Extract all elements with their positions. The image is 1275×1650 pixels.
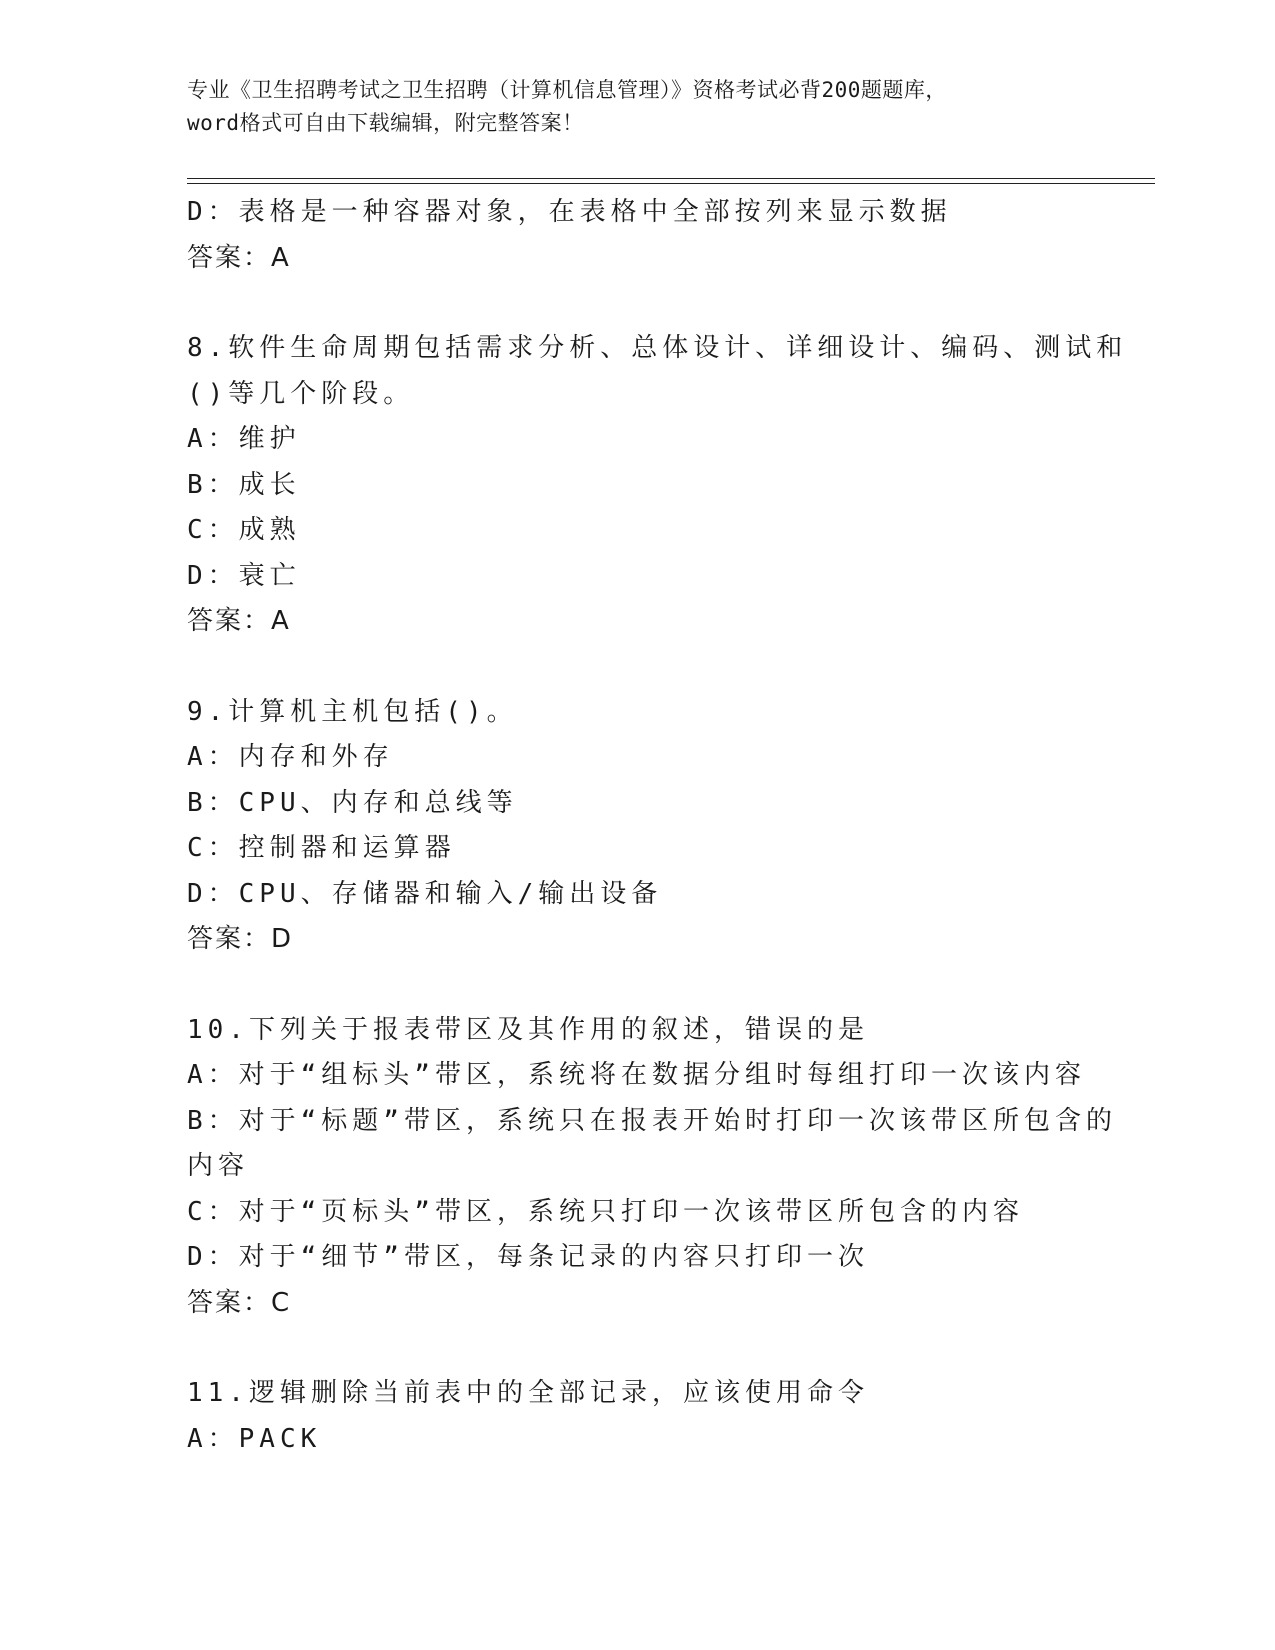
header-title-line-1: 专业《卫生招聘考试之卫生招聘（计算机信息管理）》资格考试必背200题题库， xyxy=(187,78,947,102)
question-10-stem: 10.下列关于报表带区及其作用的叙述，错误的是 xyxy=(187,1014,869,1045)
question-11 xyxy=(187,1371,1087,1462)
question-7-answer: 答案：A xyxy=(187,242,291,273)
question-8-option-b: B：成长 xyxy=(187,469,301,500)
question-10-option-d: D：对于“细节”带区，每条记录的内容只打印一次 xyxy=(187,1242,869,1272)
spacer xyxy=(187,963,1087,1008)
header-title-line-2: word格式可自由下载编辑，附完整答案！ xyxy=(187,111,584,135)
question-8-option-d: D：衰亡 xyxy=(187,560,301,591)
spacer xyxy=(187,1326,1087,1371)
question-10 xyxy=(187,1008,1117,1327)
header-divider-top xyxy=(187,178,1155,179)
question-10-option-b-line-1: B：对于“标题”带区，系统只在报表开始时打印一次该带区所包含的 xyxy=(187,1105,1117,1136)
question-9-option-b: B：CPU、内存和总线等 xyxy=(187,787,518,818)
question-7-option-d: D：表格是一种容器对象，在表格中全部按列来显示数据 xyxy=(187,197,952,227)
spacer xyxy=(187,645,1087,690)
question-8-stem-line-2: ()等几个阶段。 xyxy=(187,378,415,409)
question-9 xyxy=(187,690,1087,963)
question-10-option-b-line-2: 内容 xyxy=(187,1151,250,1181)
question-8-stem-line-1: 8.软件生命周期包括需求分析、总体设计、详细设计、编码、测试和 xyxy=(187,333,1128,363)
question-9-answer: 答案：D xyxy=(187,924,294,954)
question-list xyxy=(187,190,1128,1462)
question-8 xyxy=(187,326,1128,645)
document-header xyxy=(187,74,1087,140)
question-9-option-a: A：内存和外存 xyxy=(187,742,394,772)
question-9-option-d: D：CPU、存储器和输入/输出设备 xyxy=(187,878,663,909)
header-divider-bottom xyxy=(187,183,1155,184)
question-7-tail xyxy=(187,190,1087,281)
question-10-answer: 答案：C xyxy=(187,1287,292,1318)
question-10-option-c: C：对于“页标头”带区，系统只打印一次该带区所包含的内容 xyxy=(187,1196,1024,1227)
question-11-option-a: A：PACK xyxy=(187,1423,322,1454)
question-8-answer: 答案：A xyxy=(187,606,291,636)
question-10-option-a: A：对于“组标头”带区，系统将在数据分组时每组打印一次该内容 xyxy=(187,1060,1086,1090)
question-8-option-a: A：维护 xyxy=(187,424,301,454)
question-9-stem: 9.计算机主机包括()。 xyxy=(187,696,518,727)
question-11-stem: 11.逻辑删除当前表中的全部记录，应该使用命令 xyxy=(187,1378,869,1408)
question-9-option-c: C：控制器和运算器 xyxy=(187,833,456,863)
question-8-option-c: C：成熟 xyxy=(187,515,301,545)
spacer xyxy=(187,281,1087,326)
